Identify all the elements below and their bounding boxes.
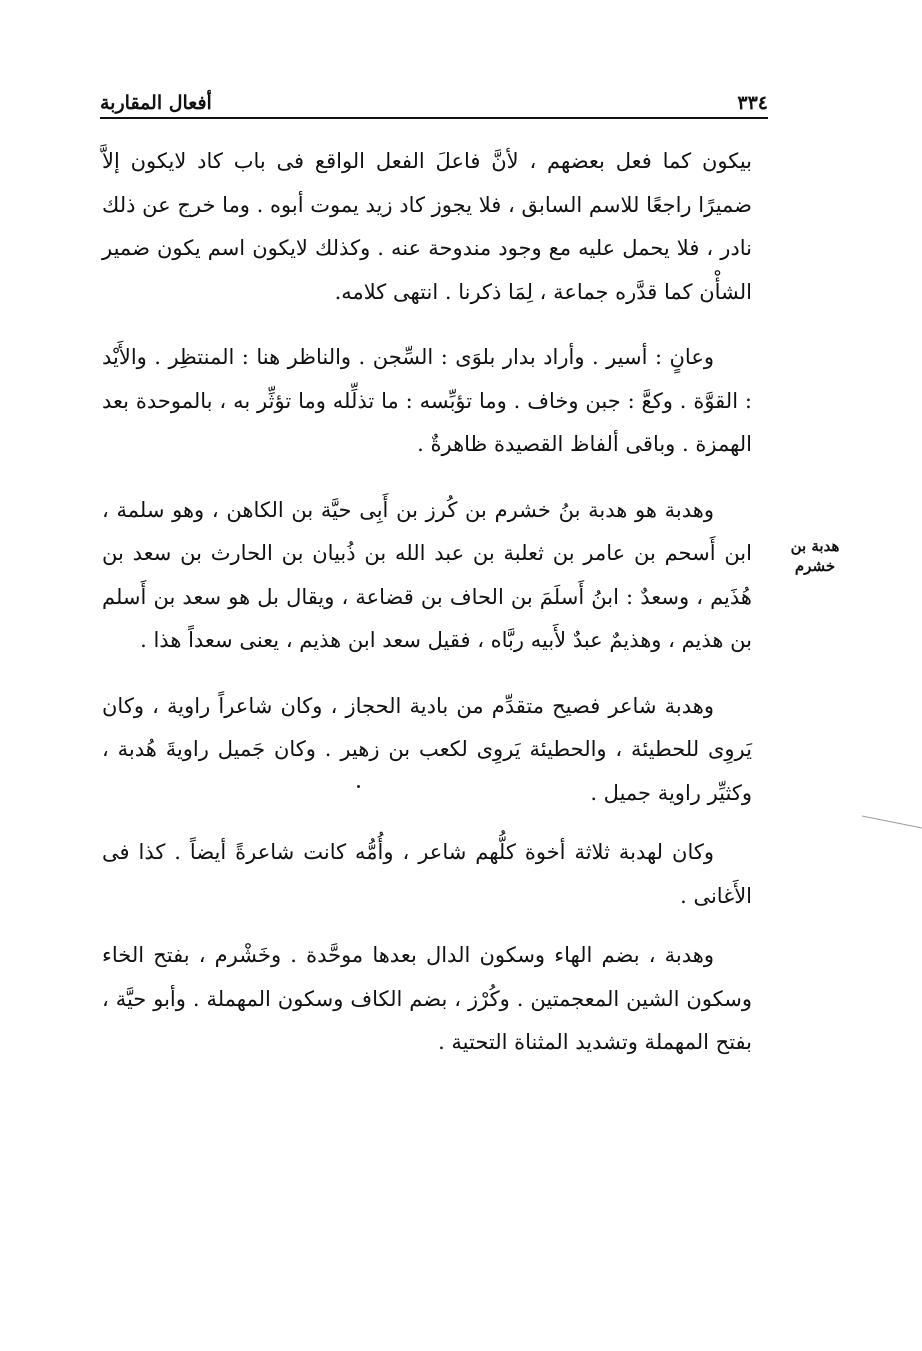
running-title: أفعال المقاربة: [100, 92, 212, 114]
paragraph-hudba-lineage: وهدبة هو هدبة بنُ خشرم بن كُرز بن أَبِى حيَّة بن الكاهن ، وهو سلمة ، ابن أَسحم بن عامر بن ثعلبة بن عبد الله بن ذُبيان بن الحارث بن سعد بن هُذَيم ، وسعدٌ : ابنُ أَسلَمَ بن الحاف بن قضاعة ، ويقال بل هو سعد بن أَسلم بن هذيم ، وهذيمٌ عبدٌ لأَبيه ربَّاه ، فقيل سعد ابن هذيم ، يعنى سعداً هذا .: [102, 497, 752, 652]
ink-speck: [357, 785, 360, 788]
page-number: ٣٣٤: [737, 92, 768, 114]
paragraph-vocalization: وهدبة ، بضم الهاء وسكون الدال بعدها موحَّدة . وخَشْرم ، بفتح الخاء وسكون الشين المعجمتين . وكُرْز ، بضم الكاف وسكون المهملة . وأبو حيَّة ، بفتح المهملة وتشديد المثناة التحتية .: [102, 943, 752, 1054]
header-rule: [100, 117, 768, 119]
margin-note-line: هدبة بن: [790, 537, 840, 555]
margin-note: [780, 536, 850, 576]
body-text: [102, 140, 752, 1065]
paragraph-glossary: وعانٍ : أسير . وأراد بدار بلوَى : السِّجن . والناظر هنا : المنتظِر . والأَيْد : القوَّة . وكعَّ : جبن وخاف . وما تؤبِّسه : ما تذلِّله وما تؤثِّر به ، بالموحدة بعد الهمزة . وباقى ألفاظ القصيدة ظاهرةٌ .: [102, 345, 752, 456]
scan-edge-mark: [862, 812, 922, 832]
paragraph-continuation: بيكون كما فعل بعضهم ، لأنَّ فاعلَ الفعل الواقع فى باب كاد لايكون إلاَّ ضميرًا راجعًا للاسم السابق ، فلا يجوز كاد زيد يموت أبوه . وما خرج عن ذلك نادر ، فلا يحمل عليه مع وجود مندوحة عنه . وكذلك لايكون اسم يكون ضمير الشأْن كما قدَّره جماعة ، لِمَا ذكرنا . انتهى كلامه.: [102, 149, 752, 304]
paragraph-brothers: وكان لهدبة ثلاثة أخوة كلُّهم شاعر ، وأُمُّه كانت شاعرةً أيضاً . كذا فى الأَغانى .: [102, 840, 752, 908]
paragraph-hudba-poet: وهدبة شاعر فصيح متقدِّم من بادية الحجاز ، وكان شاعراً راوية ، وكان يَروِى للحطيئة ، والحطيئة يَروِى لكعب بن زهير . وكان جَميل راويةَ هُدبة ، وكثيِّر راوية جميل .: [102, 693, 752, 805]
running-head: [100, 84, 768, 114]
margin-note-line: خشرم: [794, 557, 836, 575]
